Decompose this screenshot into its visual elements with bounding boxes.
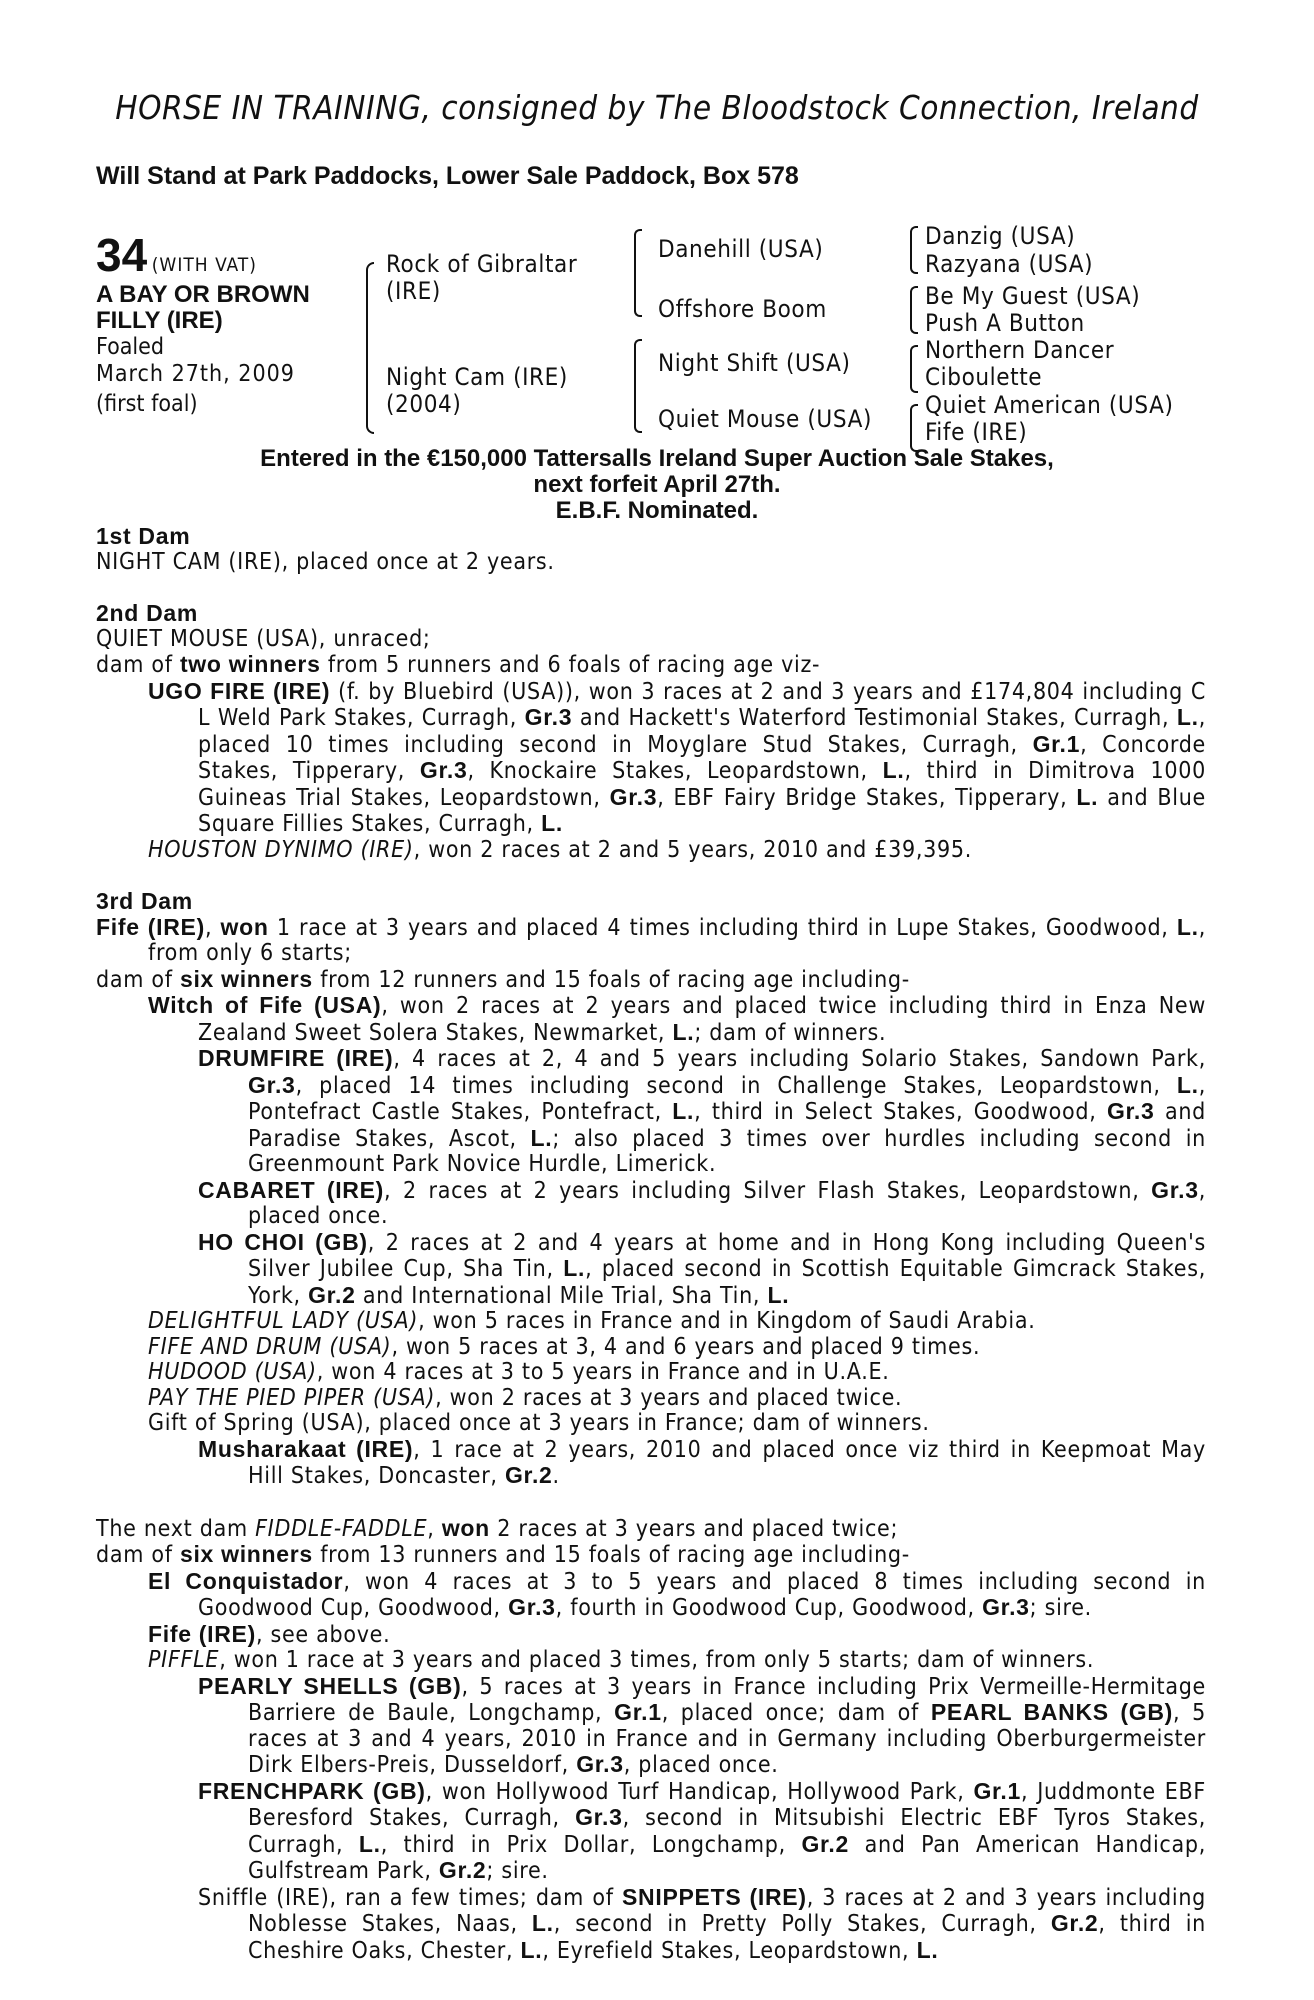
pedigree-sds: Be My Guest (USA) <box>925 282 1141 310</box>
foaled-date: March 27th, 2009 <box>96 361 295 387</box>
pedigree-dsd: Ciboulette <box>925 363 1043 391</box>
produce-entry: UGO FIRE (IRE) (f. by Bluebird (USA)), won 3 races at 2 and 3 years and £174,804 including C L Weld Park Stakes, Curragh, Gr.3 and Hackett's Waterford Testimonial Stakes, Curragh, L., placed 10 times including second in Moyglare Stud Stakes, Curragh, Gr.1, Concorde Stakes, Tipperary, Gr.3, Knockaire Stakes, Leopardstown, L., third in Dimitrova 1000 Guineas Trial Stakes, Leopardstown, Gr.3, EBF Fairy Bridge Stakes, Tipperary, L. and Blue Square Fillies Stakes, Curragh, L. <box>148 677 1206 837</box>
produce-entry: Musharakaat (IRE), 1 race at 2 years, 2010 and placed once viz third in Keepmoat May Hill Stakes, Doncaster, Gr.2. <box>198 1435 1206 1489</box>
produce-entry: PAY THE PIED PIPER (USA), won 2 races at 3 years and placed twice. <box>148 1384 903 1411</box>
entry-line-1: Entered in the €150,000 Tattersalls Ireland Super Auction Sale Stakes, <box>260 445 1054 472</box>
third-dam-text: Fife (IRE), won 1 race at 3 years and placed 4 times including third in Lupe Stakes, Goodwood, L., from only 6 starts; <box>96 913 1206 966</box>
produce-entry: El Conquistador, won 4 races at 3 to 5 years and placed 8 times including second in Goodwood Cup, Goodwood, Gr.3, fourth in Goodwood Cup, Goodwood, Gr.3; sire. <box>148 1567 1206 1621</box>
pedigree-dss: Northern Dancer <box>925 336 1115 364</box>
pedigree-sire-country: (IRE) <box>386 277 441 305</box>
vat-note: (WITH VAT) <box>151 254 257 276</box>
third-dam-produce: dam of six winners from 12 runners and 15 foals of racing age including- <box>96 965 910 993</box>
lot-number: 34 <box>96 229 148 281</box>
foaled-label: Foaled <box>96 334 165 360</box>
pedigree-ddd: Fife (IRE) <box>925 418 1028 446</box>
next-dam-produce: dam of six winners from 13 runners and 15 foals of racing age including- <box>96 1541 910 1568</box>
second-dam-produce: dam of two winners from 5 runners and 6 foals of racing age viz- <box>96 651 821 678</box>
produce-entry: DRUMFIRE (IRE), 4 races at 2, 4 and 5 years including Solario Stakes, Sandown Park, Gr.3, placed 14 times including second in Challenge Stakes, Leopardstown, L., Pontefract Castle Stakes, Pontefract, L., third in Select Stakes, Goodwood, Gr.3 and Paradise Stakes, Ascot, L.; also placed 3 times over hurdles including second in Greenmount Park Novice Hurdle, Limerick. <box>198 1045 1207 1177</box>
produce-entry: HOUSTON DYNIMO (IRE), won 2 races at 2 and 5 years, 2010 and £39,395. <box>148 836 972 863</box>
lot-description-1: A BAY OR BROWN <box>96 281 310 308</box>
pedigree-dam-year: (2004) <box>386 390 462 418</box>
produce-entry: Fife (IRE), see above. <box>148 1620 391 1648</box>
pedigree-dam: Night Cam (IRE) <box>386 363 568 391</box>
pedigree-dam-dam: Quiet Mouse (USA) <box>658 405 872 433</box>
pedigree-brace-3a <box>910 226 918 274</box>
pedigree-dam-sire: Night Shift (USA) <box>658 349 851 377</box>
produce-entry: Gift of Spring (USA), placed once at 3 years in France; dam of winners. <box>148 1410 930 1436</box>
entry-line-3: E.B.F. Nominated. <box>555 497 759 524</box>
produce-entry: FIFE AND DRUM (USA), won 5 races at 3, 4 and 6 years and placed 9 times. <box>148 1333 981 1360</box>
entry-line-2: next forfeit April 27th. <box>533 471 781 498</box>
produce-entry: Sniffle (IRE), ran a few times; dam of SNIPPETS (IRE), 3 races at 2 and 3 years including Noblesse Stakes, Naas, L., second in Pretty Polly Stakes, Curragh, Gr.2, third in Cheshire Oaks, Chester, L., Eyrefield Stakes, Leopardstown, L. <box>198 1883 1206 1964</box>
next-dam-text: The next dam FIDDLE-FADDLE, won 2 races at 3 years and placed twice; <box>96 1514 899 1542</box>
pedigree-brace-1 <box>366 262 374 434</box>
first-dam-heading: 1st Dam <box>96 523 191 549</box>
second-dam-line: QUIET MOUSE (USA), unraced; <box>96 625 431 652</box>
lot-description-2: FILLY (IRE) <box>96 307 223 334</box>
pedigree-sire: Rock of Gibraltar <box>386 250 578 278</box>
produce-entry: Witch of Fife (USA), won 2 races at 2 years and placed twice including third in Enza New Zealand Sweet Solera Stakes, Newmarket, L.; dam of winners. <box>148 992 1206 1046</box>
pedigree-sire-dam: Offshore Boom <box>658 295 827 323</box>
page-header: HORSE IN TRAINING, consigned by The Bloodstock Connection, Ireland <box>115 88 1199 127</box>
lot-number-line <box>96 228 257 282</box>
foal-note: (first foal) <box>96 391 198 417</box>
produce-entry: CABARET (IRE), 2 races at 2 years including Silver Flash Stakes, Leopardstown, Gr.3, placed once. <box>198 1176 1206 1229</box>
produce-entry: FRENCHPARK (GB), won Hollywood Turf Handicap, Hollywood Park, Gr.1, Juddmonte EBF Beresford Stakes, Curragh, Gr.3, second in Mitsubishi Electric EBF Tyros Stakes, Curragh, L., third in Prix Dollar, Longchamp, Gr.2 and Pan American Handicap, Gulfstream Park, Gr.2; sire. <box>198 1777 1207 1884</box>
second-dam-heading: 2nd Dam <box>96 600 199 626</box>
produce-entry: DELIGHTFUL LADY (USA), won 5 races in France and in Kingdom of Saudi Arabia. <box>148 1308 1036 1334</box>
pedigree-brace-3c <box>910 345 918 393</box>
produce-entry: HUDOOD (USA), won 4 races at 3 to 5 years in France and in U.A.E. <box>148 1359 890 1385</box>
pedigree-brace-2b <box>634 339 642 433</box>
pedigree-dds: Quiet American (USA) <box>925 391 1174 419</box>
first-dam-text: NIGHT CAM (IRE), placed once at 2 years. <box>96 548 555 575</box>
third-dam-heading: 3rd Dam <box>96 888 193 914</box>
dam-details <box>96 524 1206 1964</box>
pedigree-sss: Danzig (USA) <box>925 222 1076 250</box>
produce-entry: PEARLY SHELLS (GB), 5 races at 3 years in France including Prix Vermeille-Hermitage Barriere de Baule, Longchamp, Gr.1, placed once; dam of PEARL BANKS (GB), 5 races at 3 and 4 years, 2010 in France and in Germany including Oberburgermeister Dirk Elbers-Preis, Dusseldorf, Gr.3, placed once. <box>198 1672 1206 1778</box>
produce-entry: HO CHOI (GB), 2 races at 2 and 4 years at home and in Hong Kong including Queen's Silver Jubilee Cup, Sha Tin, L., placed second in Scottish Equitable Gimcrack Stakes, York, Gr.2 and International Mile Trial, Sha Tin, L. <box>198 1228 1207 1309</box>
pedigree-brace-2a <box>634 229 642 317</box>
produce-entry: PIFFLE, won 1 race at 3 years and placed 3 times, from only 5 starts; dam of winners. <box>148 1647 1095 1673</box>
pedigree-brace-3b <box>910 286 918 334</box>
box-location: Will Stand at Park Paddocks, Lower Sale Paddock, Box 578 <box>96 162 799 190</box>
pedigree-ssd: Razyana (USA) <box>925 250 1094 278</box>
pedigree-sire-sire: Danehill (USA) <box>658 235 824 263</box>
pedigree-sdd: Push A Button <box>925 309 1085 337</box>
